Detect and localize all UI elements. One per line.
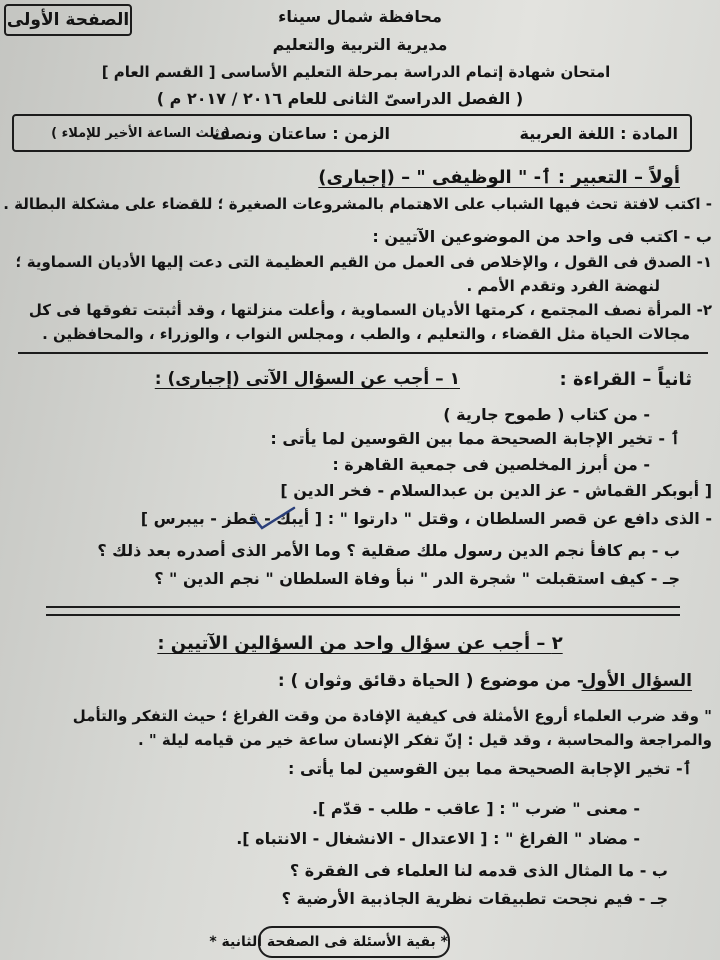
section1-line: ٢- المرأة نصف المجتمع ، كرمتها الأديان السماوية ، وأعلت منزلتها ، وقد أثبتت تفوقها فى كل (28, 301, 712, 319)
exam-title: امتحان شهادة إتمام الدراسة بمرحلة التعليم الأساسى [ القسم العام ] (101, 63, 611, 81)
section1-line: مجالات الحياة مثل القضاء ، والتعليم ، والطب ، ومجلس النواب ، والوزراء ، والمحافظين . (42, 325, 690, 343)
time-note: ( ثلث الساعة الأخير للإملاء ) (51, 126, 230, 141)
question1-label: السؤال الأول (581, 671, 692, 691)
section-divider-double (46, 606, 680, 616)
page-label: الصفحة الأولى (4, 4, 132, 36)
section2-line: - من أبرز المخلصين فى جمعية القاهرة : (332, 455, 650, 474)
section1-line: ١- الصدق فى القول ، والإخلاص فى العمل من القيم العظيمة التى دعت إليها الأديان السماوية ؛ (15, 253, 712, 271)
section2-line: - من كتاب ( طموح جارية ) (443, 405, 650, 424)
section2-line: جـ - كيف استقبلت " شجرة الدر " نبأ وفاة السلطان " نجم الدين " ؟ (154, 569, 680, 588)
section1-line: لنهضة الفرد وتقدم الأمم . (466, 277, 660, 295)
choice-item: - مضاد " الفراغ " : [ الاعتدال - الانشغال - الانتباه ]. (236, 829, 640, 848)
section1-line: ب - اكتب فى واحد من الموضوعين الآتيين : (372, 227, 712, 246)
section2-line: [ أبوبكر القماش - عز الدين بن عبدالسلام - فخر الدين ] (280, 481, 712, 500)
section2-line: ٲ - تخير الإجابة الصحيحة مما بين القوسين لما يأتى : (270, 429, 680, 448)
choice-item: - معنى " ضرب " : [ عاقب - طلب - قدّم ]. (311, 799, 640, 818)
passage-line: والمراجعة والمحاسبة ، وقد قيل : إنّ تفكر الإنسان ساعة خير من قيامه ليلة " . (137, 731, 712, 749)
section1-heading: أولاً – التعبير : ٲ- " الوظيفى " – (إجبارى) (318, 167, 680, 188)
subject-time-box (12, 114, 692, 152)
instruction-line: ٲ- تخير الإجابة الصحيحة مما بين القوسين لما يأتى : (287, 759, 692, 778)
section2-line: ب - بم كافأ نجم الدين رسول ملك صقلية ؟ وما الأمر الذى أصدره بعد ذلك ؟ (97, 541, 680, 560)
section1-line: - اكتب لافتة تحث فيها الشباب على الاهتمام بالمشروعات الصغيرة ؛ للقضاء على مشكلة البطالة . (3, 195, 712, 213)
section2-line: - الذى دافع عن قصر السلطان ، وقتل " دارتوا " : [ أيبك - قطز - بيبرس ] (140, 509, 712, 528)
section2-heading: ثانياً – القراءة : (559, 369, 692, 390)
passage-line: " وقد ضرب العلماء أروع الأمثلة فى كيفية الإفادة من وقت الفراغ ؛ حيث التفكر والتأمل (72, 707, 712, 725)
directorate-title: مديرية التربية والتعليم (272, 35, 448, 54)
question-line: جـ - فيم نجحت تطبيقات نظرية الجاذبية الأرضية ؟ (281, 889, 668, 908)
footer-note: * بقية الأسئلة فى الصفحة الثانية * (258, 926, 450, 958)
section3-heading: ٢ – أجب عن سؤال واحد من السؤالين الآتيين : (157, 633, 563, 654)
time-label: الزمن : ساعتان ونصف (211, 124, 390, 143)
section2-subheading: ١ – أجب عن السؤال الآتى (إجبارى) : (154, 369, 460, 389)
question1-topic: - من موضوع ( الحياة دقائق وثوان ) : (277, 671, 584, 691)
checkmark-icon (250, 504, 298, 534)
section-divider (18, 352, 708, 354)
governorate-title: محافظة شمال سيناء (278, 7, 442, 26)
subject-label: المادة : اللغة العربية (519, 124, 678, 143)
question-line: ب - ما المثال الذى قدمه لنا العلماء فى الفقرة ؟ (289, 861, 668, 880)
term-line: ( الفصل الدراسىّ الثانى للعام ٢٠١٦ / ٢٠١٧ م ) (156, 89, 524, 108)
